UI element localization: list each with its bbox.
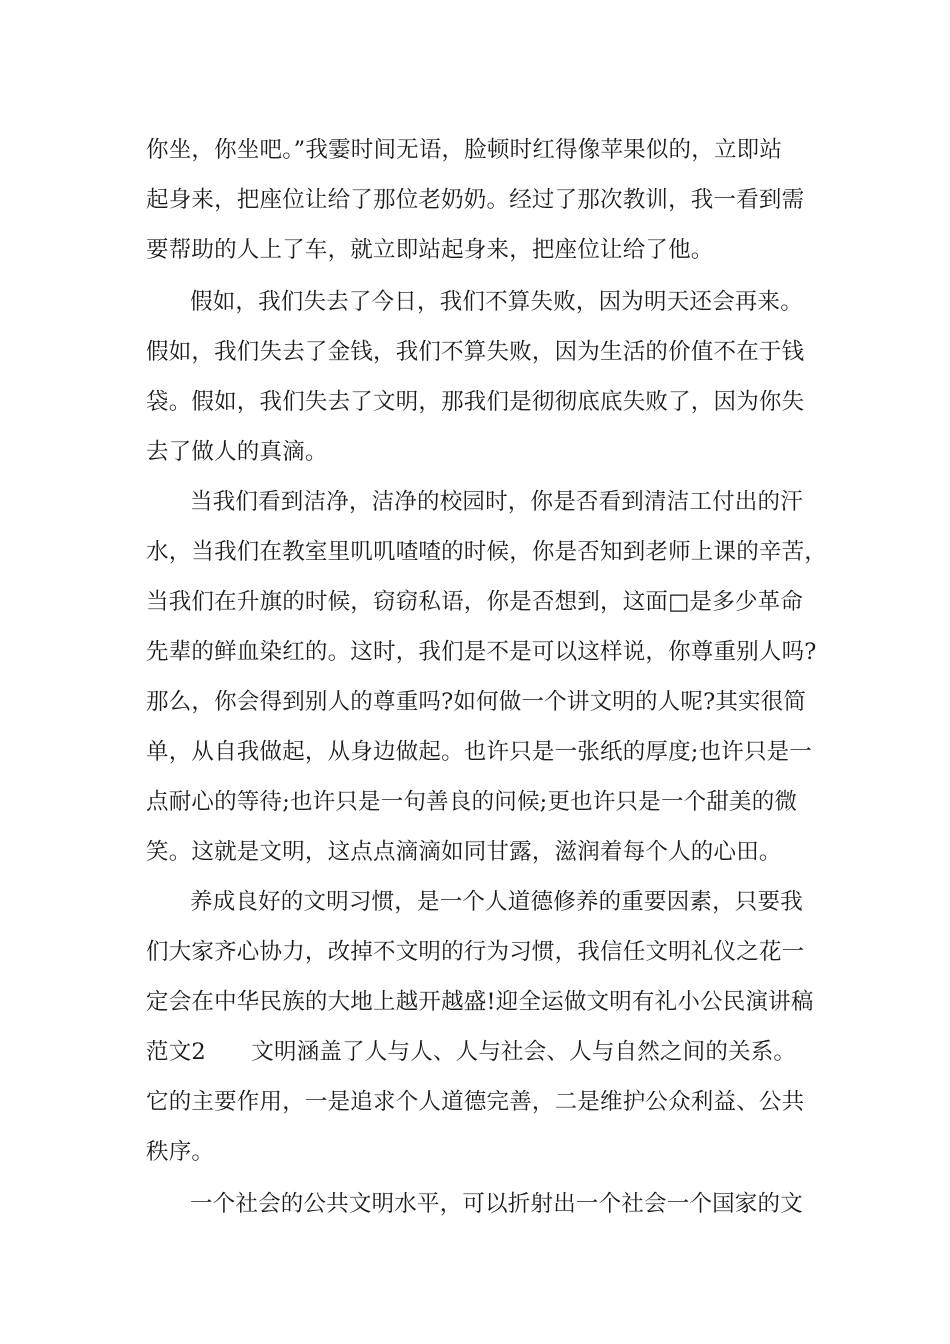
text-line: 定会在中华民族的大地上越开越盛!迎全运做文明有礼小公民演讲稿 — [146, 989, 814, 1015]
paragraph-first-line: 当我们看到洁净，洁净的校园时，你是否看到清洁工付出的汗 — [190, 489, 803, 515]
text-line: 那么，你会得到别人的尊重吗?如何做一个讲文明的人呢?其实很简 — [146, 689, 807, 715]
text-line: 袋。假如，我们失去了文明，那我们是彻彻底底失败了，因为你失 — [146, 389, 805, 415]
text-line: 当我们在升旗的时候，窃窃私语，你是否想到，这面□是多少革命 — [146, 589, 804, 615]
text-line: 先辈的鲜血染红的。这时，我们是不是可以这样说，你尊重别人吗? — [146, 639, 817, 665]
paragraph-first-line: 养成良好的文明习惯，是一个人道德修养的重要因素，只要我 — [190, 889, 803, 915]
text-line: 点耐心的等待;也许只是一句善良的问候;更也许只是一个甜美的微 — [146, 789, 798, 815]
text-line: 们大家齐心协力，改掉不文明的行为习惯，我信任文明礼仪之花一 — [146, 939, 805, 965]
text-line: 范文2 文明涵盖了人与人、人与社会、人与自然之间的关系。 — [146, 1039, 797, 1065]
text-line: 秩序。 — [146, 1139, 215, 1165]
text-line: 单，从自我做起，从身边做起。也许只是一张纸的厚度;也许只是一 — [146, 739, 813, 765]
text-line: 笑。这就是文明，这点点滴滴如同甘露，滋润着每个人的心田。 — [146, 839, 782, 865]
text-line: 它的主要作用，一是追求个人道德完善，二是维护公众利益、公共 — [146, 1089, 805, 1115]
paragraph-first-line: 假如，我们失去了今日，我们不算失败，因为明天还会再来。 — [190, 289, 803, 315]
text-line: 起身来，把座位让给了那位老奶奶。经过了那次教训，我一看到需 — [146, 187, 805, 213]
paragraph-first-line: 一个社会的公共文明水平，可以折射出一个社会一个国家的文 — [190, 1191, 803, 1217]
text-line: 假如，我们失去了金钱，我们不算失败，因为生活的价值不在于钱 — [146, 339, 805, 365]
text-line: 你坐，你坐吧。”我霎时间无语，脸顿时红得像苹果似的，立即站 — [146, 137, 783, 163]
text-line: 要帮助的人上了车，就立即站起身来，把座位让给了他。 — [146, 237, 714, 263]
text-line: 水，当我们在教室里叽叽喳喳的时候，你是否知到老师上课的辛苦， — [146, 539, 828, 565]
text-line: 去了做人的真滴。 — [146, 439, 328, 465]
